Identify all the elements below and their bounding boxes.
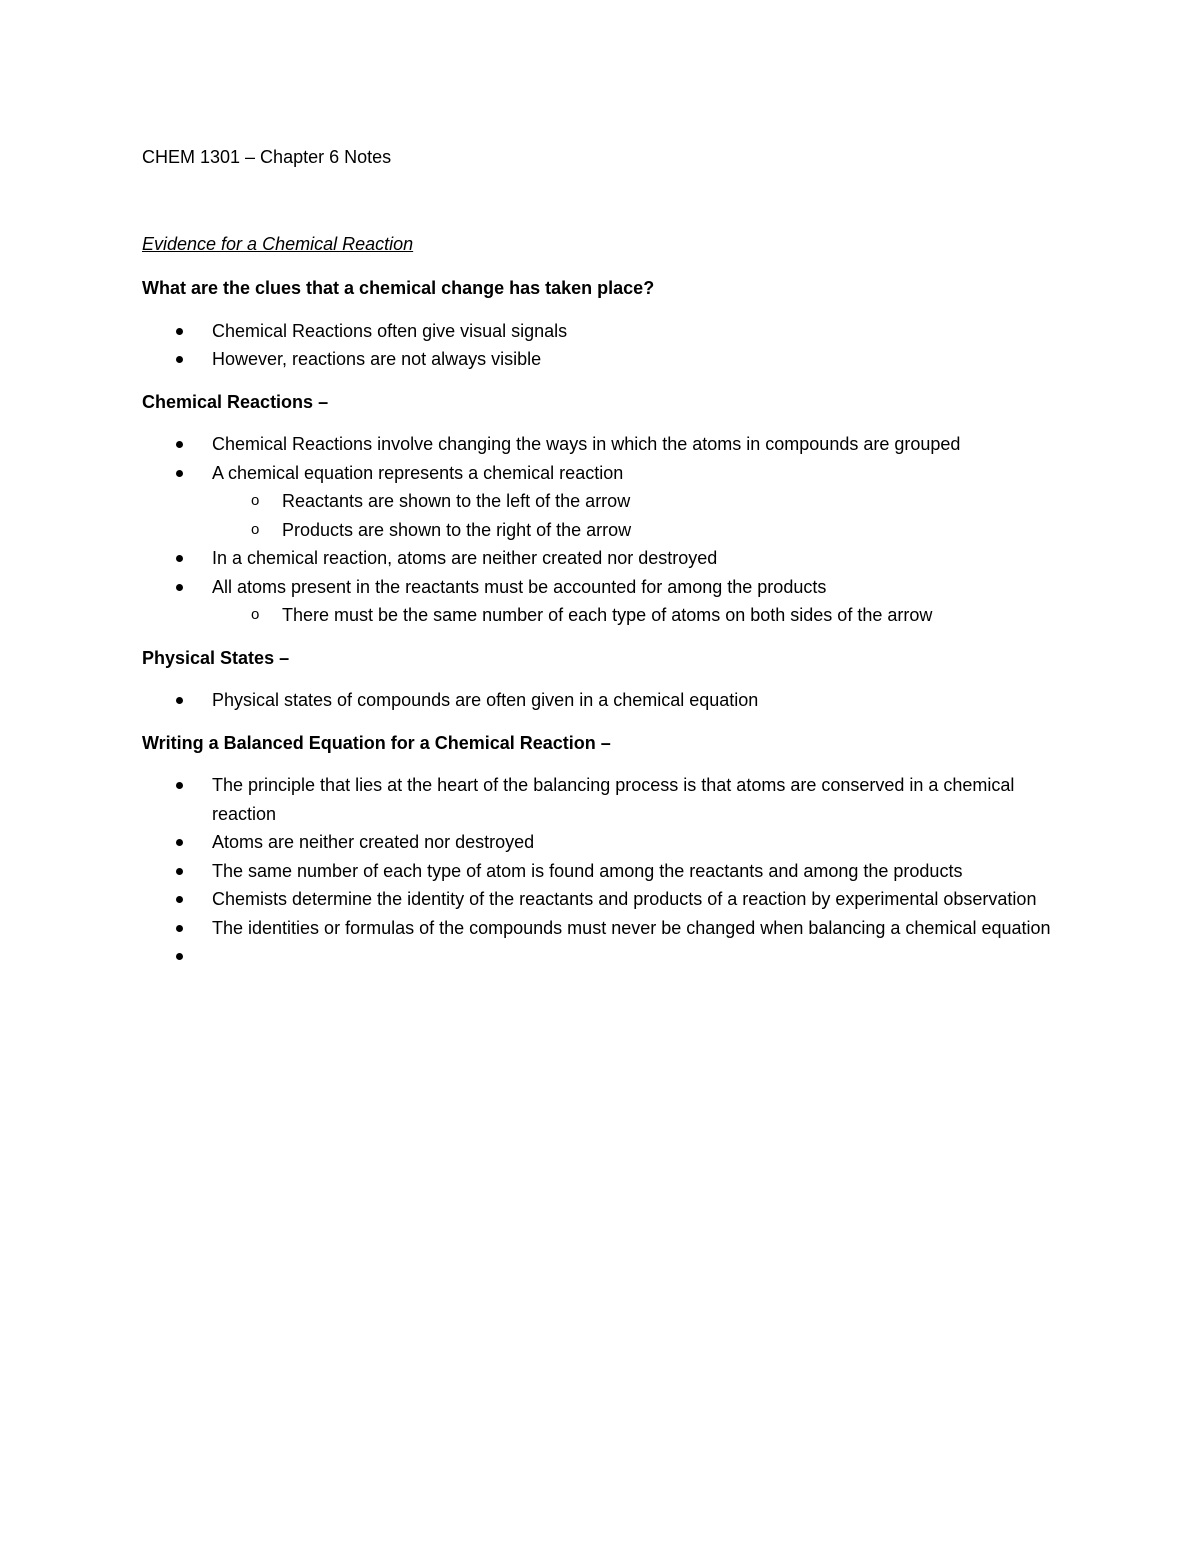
bullet-icon bbox=[176, 953, 183, 960]
bullet-icon bbox=[176, 328, 183, 335]
list-item-text: A chemical equation represents a chemical reaction bbox=[212, 462, 624, 483]
list-item bbox=[142, 345, 1062, 374]
sub-list-item bbox=[212, 516, 1062, 545]
list-item-text: Chemical Reactions involve changing the ways in which the atoms in compounds are grouped bbox=[212, 434, 961, 454]
list-item bbox=[142, 914, 1062, 943]
list-item-text: The identities or formulas of the compounds must never be changed when balancing a chemical equation bbox=[212, 917, 1051, 938]
list-item bbox=[142, 885, 1062, 914]
list-item-text: All atoms present in the reactants must be accounted for among the products bbox=[212, 576, 827, 597]
sub-list-item-text: Reactants are shown to the left of the arrow bbox=[282, 491, 631, 511]
bullet-icon bbox=[176, 356, 183, 363]
sub-list-item-text: Products are shown to the right of the arrow bbox=[282, 519, 632, 540]
list-item-text: However, reactions are not always visible bbox=[212, 349, 542, 369]
bullet-icon bbox=[176, 555, 183, 562]
sub-bullet-list bbox=[212, 601, 1062, 630]
bullet-list-chemical-reactions bbox=[142, 430, 1062, 630]
sub-bullet-list bbox=[212, 487, 1062, 544]
bullet-icon bbox=[176, 925, 183, 932]
bullet-icon bbox=[176, 839, 183, 846]
list-item-empty bbox=[142, 942, 1062, 971]
document-content bbox=[142, 143, 1062, 985]
list-item-text: The same number of each type of atom is found among the reactants and among the products bbox=[212, 860, 963, 881]
sub-list-item bbox=[212, 601, 1062, 630]
list-item-text: Atoms are neither created nor destroyed bbox=[212, 832, 535, 852]
sub-list-item bbox=[212, 487, 1062, 516]
bullet-icon bbox=[176, 896, 183, 903]
section-heading-chemical-reactions: Chemical Reactions – bbox=[142, 391, 329, 412]
list-item bbox=[142, 544, 1062, 573]
list-item-text: Chemists determine the identity of the reactants and products of a reaction by experimental observation bbox=[212, 889, 1037, 909]
list-item bbox=[142, 430, 1062, 459]
list-item-text: In a chemical reaction, atoms are neither created nor destroyed bbox=[212, 548, 718, 568]
sub-list-item-text: There must be the same number of each type of atoms on both sides of the arrow bbox=[282, 605, 933, 625]
list-item-text: Physical states of compounds are often given in a chemical equation bbox=[212, 690, 759, 710]
bullet-list-physical-states bbox=[142, 686, 1062, 715]
empty-line bbox=[212, 942, 1062, 971]
bullet-icon bbox=[176, 470, 183, 477]
bullet-list-balanced-equation bbox=[142, 771, 1062, 971]
bullet-list-evidence bbox=[142, 317, 1062, 374]
document-title: CHEM 1301 – Chapter 6 Notes bbox=[142, 147, 392, 167]
section-heading-physical-states: Physical States – bbox=[142, 647, 290, 668]
list-item bbox=[142, 573, 1062, 630]
list-item bbox=[142, 317, 1062, 346]
sub-bullet-icon: o bbox=[251, 492, 260, 509]
list-item bbox=[142, 828, 1062, 857]
section-subheading-clues: What are the clues that a chemical change has taken place? bbox=[142, 278, 655, 298]
list-item bbox=[142, 459, 1062, 545]
sub-bullet-icon: o bbox=[251, 606, 260, 623]
list-item bbox=[142, 686, 1062, 715]
bullet-icon bbox=[176, 868, 183, 875]
section-heading-balanced-equation: Writing a Balanced Equation for a Chemical Reaction – bbox=[142, 732, 611, 753]
bullet-icon bbox=[176, 584, 183, 591]
list-item bbox=[142, 857, 1062, 886]
section-heading-evidence: Evidence for a Chemical Reaction bbox=[142, 233, 414, 254]
list-item-text: Chemical Reactions often give visual signals bbox=[212, 320, 568, 341]
bullet-icon bbox=[176, 697, 183, 704]
sub-bullet-icon: o bbox=[251, 520, 260, 538]
list-item-text: The principle that lies at the heart of the balancing process is that atoms are conserved in a chemical reaction bbox=[212, 775, 1015, 824]
bullet-icon bbox=[176, 441, 183, 448]
list-item bbox=[142, 771, 1062, 828]
bullet-icon bbox=[176, 782, 183, 789]
